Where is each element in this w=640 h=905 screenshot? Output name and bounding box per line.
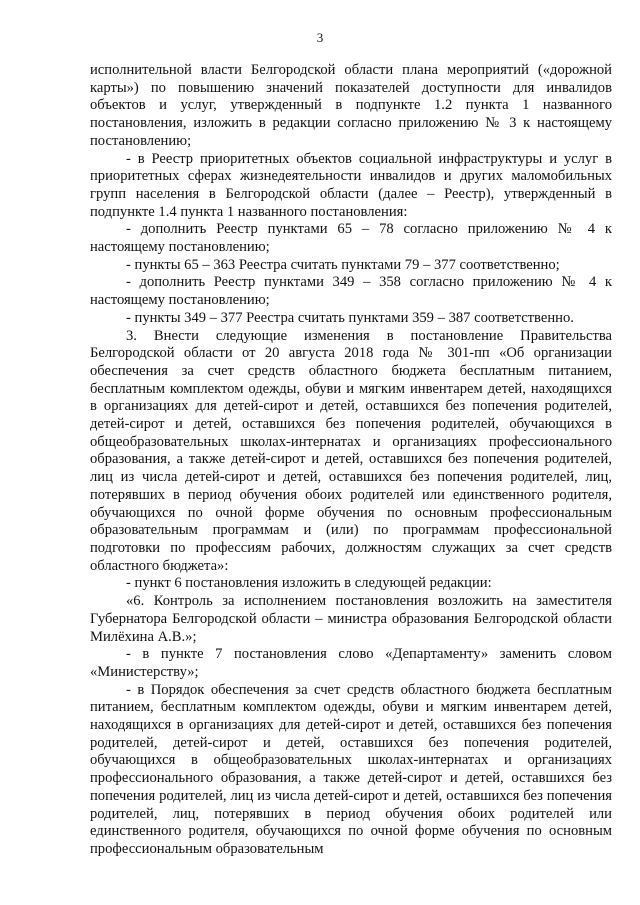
paragraph-registry-renumber-65-363: - пункты 65 – 363 Реестра считать пунктами 79 – 377 соответственно; — [126, 256, 560, 273]
paragraph-continuation: исполнительной власти Белгородской области плана мероприятий («дорожной карты») по повышению значений показателей доступности для инвалидов объектов и услуг, утвержденный в подпункте 1.2 пункта 1 названного постановления, изложить в редакции согласно приложению № 3 к настоящему постановлению; — [90, 62, 612, 149]
paragraph-item-3: 3. Внести следующие изменения в постановление Правительства Белгородской области от 20 августа 2018 года № 301-пп «Об организации обеспечения за счет средств областного бюджета бесплатным питанием, бесплатным комплектом одежды, обуви и мягким инвентарем детей, находящихся в организациях для детей-сирот и детей, оставшихся без попечения родителей, детей-сирот и детей, оставшихся без попечения родителей, обучающихся в общеобразовательных школах-интернатах и организациях профессионального образования, а также детей-сирот и детей, оставшихся без попечения родителей, лиц из числа детей-сирот и детей, оставшихся без попечения родителей, лиц, потерявших в период обучения обоих родителей или единственного родителя, обучающихся по очной форме обучения по основным профессиональным образовательным программам и (или) по программам профессиональной подготовки по профессиям рабочих, должностям служащих за счет средств областного бюджета»: — [90, 327, 612, 574]
paragraph-registry-add-349-358: - дополнить Реестр пунктами 349 – 358 согласно приложению № 4 к настоящему постановлению; — [90, 274, 612, 309]
paragraph-item-6-intro: - пункт 6 постановления изложить в следующей редакции: — [126, 575, 492, 592]
document-body — [90, 62, 612, 859]
page-number: 3 — [316, 30, 324, 45]
paragraph-registry-add-65-78: - дополнить Реестр пунктами 65 – 78 согласно приложению № 4 к настоящему постановлению; — [90, 221, 612, 256]
paragraph-procedure: - в Порядок обеспечения за счет средств областного бюджета бесплатным питанием, бесплатным комплектом одежды, обуви и мягким инвентарем детей, находящихся в организациях для детей-сирот и детей, оставшихся без попечения родителей, детей-сирот и детей, оставшихся без попечения родителей, обучающихся в общеобразовательных школах-интернатах и организациях профессионального образования, а также детей-сирот и детей, оставшихся без попечения родителей, лиц из числа детей-сирот и детей, оставшихся без попечения родителей, лиц, потерявших в период обучения обоих родителей или единственного родителя, обучающихся по очной форме обучения по основным профессиональным образовательным — [90, 681, 612, 857]
paragraph-registry-intro: - в Реестр приоритетных объектов социальной инфраструктуры и услуг в приоритетных сферах жизнедеятельности инвалидов и других маломобильных групп населения в Белгородской области (далее – Реестр), утвержденный в подпункте 1.4 пункта 1 названного постановления: — [90, 150, 612, 220]
paragraph-registry-renumber-349-377: - пункты 349 – 377 Реестра считать пунктами 359 – 387 соответственно. — [126, 309, 574, 326]
paragraph-item-7: - в пункте 7 постановления слово «Департаменту» заменить словом «Министерству»; — [90, 646, 612, 680]
paragraph-item-6-text: «6. Контроль за исполнением постановления возложить на заместителя Губернатора Белгородской области – министра образования Белгородской области Милёхина А.В.»; — [90, 593, 612, 645]
